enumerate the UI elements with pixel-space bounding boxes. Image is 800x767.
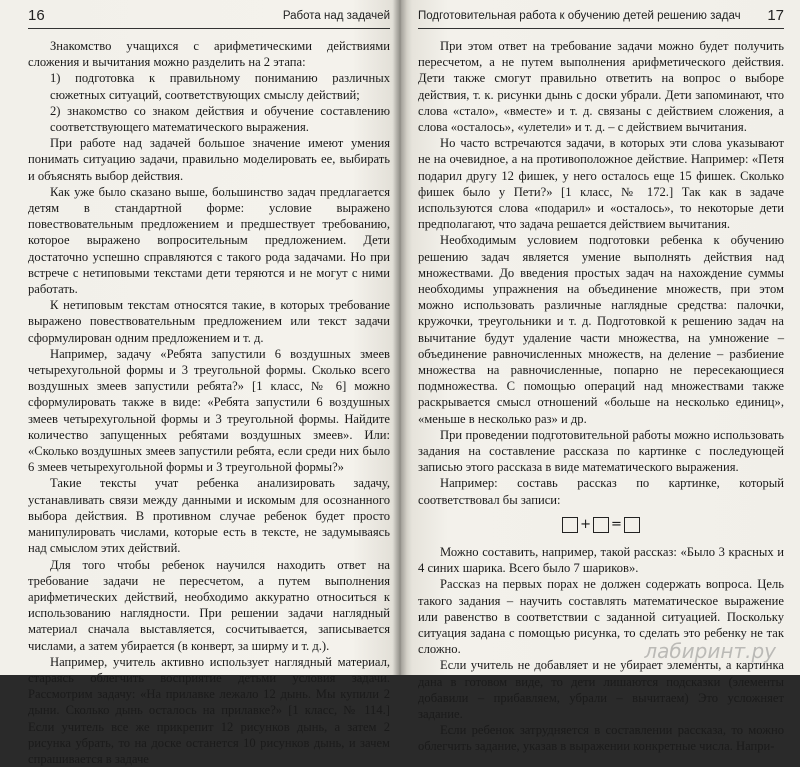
page-number: 16: [28, 7, 45, 24]
right-page-header: [418, 6, 784, 29]
right-page: [404, 0, 800, 754]
left-page-header: [28, 6, 390, 29]
paragraph: Необходимым условием подготовки ребенка к обучению решению задач является умение выполнять действия над множествами. До введения простых задач на нахождение суммы необходимы упражнения на объединение множеств, при этом можно использовать различные наглядные средства: палочки, кружочки, треугольники и т. д. Подготовкой к решению задач на вычитание будут удаление части множества, на умножение – объединение равночисленных множеств, на деление – разбиение множества на равночисленные, попарно не пересекающиеся подмножества. С помощью операций над множествами также раскрывается смысл отношений «больше на несколько единиц», «меньше в несколько раз» и др.: [418, 233, 784, 426]
plus-sign: +: [580, 516, 591, 532]
paragraph: Как уже было сказано выше, большинство задач предлагается детям в стандартной форме: условие выражено повествовательным предложением и предшествует требованию, которое выражено вопросительным предложением. Дети достаточно успешно справляются с такого рода задачами. Но при встрече с нетиповыми текстами дети теряются и не могут с ними работать.: [28, 184, 390, 297]
paragraph: К нетиповым текстам относятся такие, в которых требование выражено повествовательным предложением или текст задачи сформулирован одним предложением и т. д.: [28, 298, 390, 345]
empty-box: [562, 517, 578, 533]
paragraph: Рассказ на первых порах не должен содержать вопроса. Цель такого задания – научить составлять математическое выражение или равенство в соответствии с заданной ситуацией. Поскольку ситуация задана с помощью рисунка, то сделать это ребенку не так сложно.: [418, 577, 784, 657]
paragraph: При этом ответ на требование задачи можно будет получить пересчетом, а не путем выполнения арифметического действия. Дети также смогут правильно ответить на вопрос о выборе действия, т. к. рисунки дынь с доски убрали. Дети запоминают, что слова «стало», «вместе» и т. д. связаны с действием сложения, а слова «осталось», «улетели» и т. д. – с действием вычитания.: [418, 39, 784, 135]
book-spine-shadow: [393, 0, 407, 675]
paragraph: Такие тексты учат ребенка анализировать задачу, устанавливать связи между данными и искомым для осознанного выбора действия. В противном случае ребенок будет просто манипулировать числами, которые есть в тексте, не задумываясь над смыслом этих действий.: [28, 476, 390, 556]
left-page: [0, 0, 400, 766]
paragraph: Например, задачу «Ребята запустили 6 воздушных змеев четырехугольной формы и 3 треугольной формы. Сколько всего воздушных змеев запустили ребята?» [1 класс, № 6] можно сформулировать также в виде: «Ребята запустили 6 воздушных змеев четырехугольной формы и 3 треугольной формы. Найдите количество запущенных ребятами воздушных змеев». Или: «Сколько воздушных змеев запустили ребята, если среди них было 6 змеев четырехугольной формы и 3 треугольной формы?»: [28, 346, 390, 475]
paragraph: Если учитель не добавляет и не убирает элементы, а картинка дана в готовом виде, то дети лишаются подсказки (элементы добавили – прибавляем, убрали – вычитаем) Это усложняет задание.: [418, 658, 784, 721]
empty-box: [593, 517, 609, 533]
paragraph: Можно составить, например, такой рассказ: «Было 3 красных и 4 синих шарика. Всего было 7 шариков».: [418, 544, 784, 576]
paragraph: Но часто встречаются задачи, в которых эти слова указывают не на очевидное, а на противоположное действие. Например: «Петя подарил другу 12 фишек, у него осталось еще 15 фишек. Сколько фишек было у Пети?» [1 класс, № 172.] Так как в задаче используются слова «подарил» и «осталось», то некоторые дети предполагают, что задача решается действием вычитания.: [418, 136, 784, 232]
list-item: 2) знакомство со знаком действия и обучение составлению соответствующего математического выражения.: [50, 103, 390, 135]
paragraph: При работе над задачей большое значение имеют умения понимать ситуацию задачи, правильно моделировать ее, выбирать и объяснять выбор действия.: [28, 136, 390, 183]
page-number: 17: [767, 7, 784, 24]
box-formula: [418, 510, 784, 540]
paragraph: Для того чтобы ребенок научился находить ответ на требование задачи не пересчетом, а путем выполнения арифметических действий, необходимо аккуратно относиться к использованию наглядности. При решении задачи наглядный материал сначала выставляется, сосчитывается, записывается числами, а затем убирается (в конверт, за ширму и т. д.).: [28, 557, 390, 653]
running-title: Подготовительная работа к обучению детей решению задач: [418, 10, 741, 22]
list-item: 1) подготовка к правильному пониманию различных сюжетных ситуаций, соответствующих смыслу действий;: [50, 71, 390, 102]
empty-box: [624, 517, 640, 533]
watermark: лабиринт.ру: [644, 639, 776, 663]
paragraph: Если ребенок затрудняется в составлении рассказа, то можно облегчить задание, указав в выражении конкретные числа. Напри-: [418, 723, 784, 754]
left-page-body: [28, 38, 390, 767]
equals-sign: =: [611, 516, 622, 532]
paragraph: Например: составь рассказ по картинке, который соответствовал бы записи:: [418, 476, 784, 507]
paragraph: При проведении подготовительной работы можно использовать задания на составление рассказа по картинке с последующей записью этого рассказа в виде математического выражения.: [418, 427, 784, 475]
paragraph: Знакомство учащихся с арифметическими действиями сложения и вычитания можно разделить на 2 этапа:: [28, 39, 390, 70]
paragraph: Например, учитель активно использует наглядный материал, стараясь облегчить восприятие детьми условия задачи. Рассмотрим задачу: «На прилавке лежало 12 дынь. Мы купили 2 дыни. Сколько дынь осталось на прилавке?» [1 класс, № 114.] Если учитель все же прикрепит 12 рисунков дынь, а затем 2 рисунка убрать, то на доске останется 10 рисунков дынь, и зачем спрашивается в задаче: [28, 654, 390, 766]
running-title: Работа над задачей: [282, 10, 390, 22]
